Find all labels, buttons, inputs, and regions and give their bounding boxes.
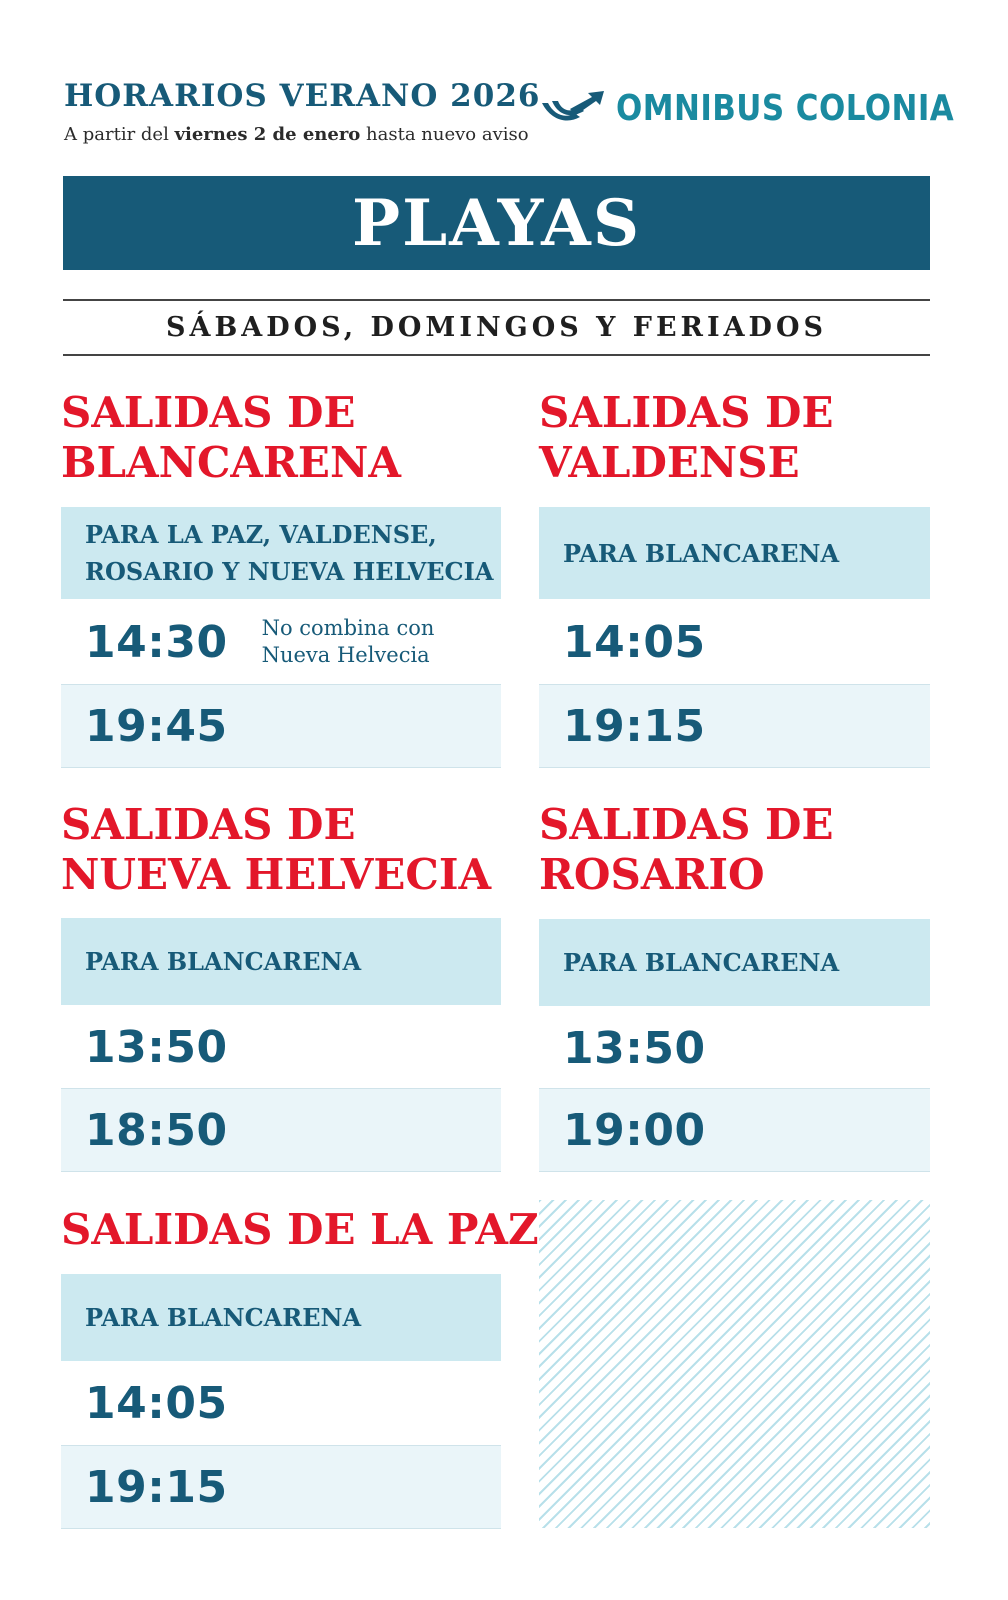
subtitle-post: hasta nuevo aviso — [360, 124, 529, 145]
time-row — [61, 1005, 501, 1089]
days-label: SÁBADOS, DOMINGOS Y FERIADOS — [166, 312, 827, 343]
empty-hatched-panel — [539, 1200, 930, 1528]
note-line: No combina con — [261, 616, 435, 640]
omnibus-colonia-logo — [540, 88, 1008, 129]
destination-line: PARA BLANCARENA — [85, 1303, 362, 1332]
logo-text: OMNIBUS COLONIA — [616, 88, 955, 129]
time-row — [539, 600, 930, 684]
departure-time: 13:50 — [85, 1021, 228, 1073]
departure-time: 19:00 — [563, 1104, 706, 1156]
destination-line: PARA BLANCARENA — [563, 948, 840, 977]
section-title-line: VALDENSE — [539, 438, 800, 487]
playas-banner — [63, 176, 930, 270]
destination-header — [61, 1274, 501, 1361]
time-row — [61, 1445, 501, 1529]
destination-header — [61, 507, 501, 599]
departure-time: 18:50 — [85, 1104, 228, 1156]
subtitle-date: viernes 2 de enero — [174, 124, 361, 145]
departure-time: 14:30 — [85, 616, 228, 668]
destination-line: PARA BLANCARENA — [563, 538, 840, 568]
section-blancarena — [61, 388, 501, 768]
departure-time: 19:15 — [85, 1461, 228, 1513]
destination-line: ROSARIO Y NUEVA HELVECIA — [85, 557, 494, 586]
section-title-line: SALIDAS DE LA PAZ — [61, 1205, 539, 1254]
section-title — [61, 388, 501, 488]
destination-header — [61, 918, 501, 1005]
bus-swoosh-icon — [540, 89, 606, 129]
time-row — [61, 1088, 501, 1172]
section-title-line: SALIDAS DE — [61, 388, 356, 437]
days-bar — [63, 299, 930, 356]
section-nueva-helvecia — [61, 800, 501, 1175]
section-title — [61, 800, 501, 900]
destination-header — [539, 919, 930, 1006]
time-row — [539, 684, 930, 768]
destination-line: PARA BLANCARENA — [85, 947, 362, 976]
section-title-line: ROSARIO — [539, 850, 765, 899]
time-row — [61, 684, 501, 768]
schedule-title: HORARIOS VERANO 2026 — [64, 78, 541, 114]
banner-title: PLAYAS — [351, 185, 642, 261]
section-title-line: SALIDAS DE — [539, 800, 834, 849]
time-row — [61, 600, 501, 684]
schedule-subtitle — [64, 124, 529, 145]
note-line: Nueva Helvecia — [261, 643, 430, 667]
section-la-paz — [61, 1205, 539, 1530]
departure-note — [262, 615, 435, 669]
time-row — [61, 1361, 501, 1445]
section-valdense — [539, 388, 930, 768]
departure-time: 14:05 — [563, 616, 706, 668]
section-rosario — [539, 800, 930, 1175]
section-title-line: SALIDAS DE — [539, 388, 834, 437]
section-title-line: NUEVA HELVECIA — [61, 850, 492, 899]
destination-line: PARA LA PAZ, VALDENSE, — [85, 520, 437, 549]
departure-time: 13:50 — [563, 1022, 706, 1074]
section-title — [61, 1205, 539, 1255]
departure-time: 19:15 — [563, 700, 706, 752]
section-title-line: SALIDAS DE — [61, 800, 356, 849]
section-title — [539, 800, 930, 900]
departure-time: 19:45 — [85, 700, 228, 752]
section-title — [539, 388, 930, 488]
departure-time: 14:05 — [85, 1377, 228, 1429]
subtitle-pre: A partir del — [64, 124, 175, 145]
time-row — [539, 1088, 930, 1172]
destination-header — [539, 507, 930, 599]
time-row — [539, 1006, 930, 1090]
section-title-line: BLANCARENA — [61, 438, 401, 487]
